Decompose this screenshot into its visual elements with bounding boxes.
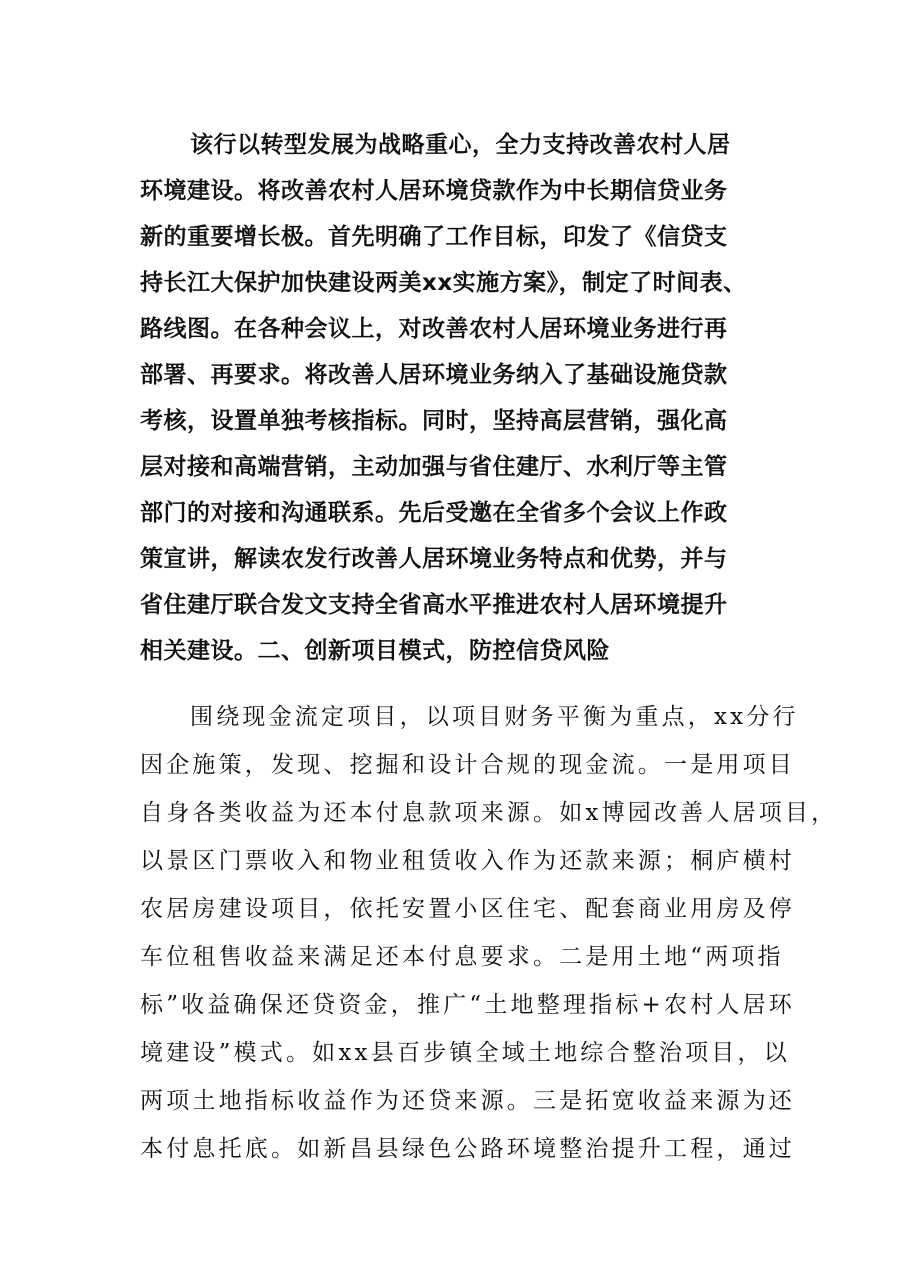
paragraph-1-line-5: 路线图。在各种会议上，对改善农村人居环境业务进行再 (140, 316, 728, 342)
paragraph-2-line-2: 因企施策，发现、挖掘和设计合规的现金流。一是用项目 (140, 752, 795, 778)
paragraph-1-line-4: 持长江大保护加快建设两美xx实施方案》，制定了时间表、 (140, 270, 747, 296)
paragraph-2-line-10: 本付息托底。如新昌县绿色公路环境整治提升工程，通过 (140, 1136, 795, 1162)
paragraph-1-line-8: 层对接和高端营销，主动加强与省住建厅、水利厅等主管 (140, 454, 728, 480)
paragraph-2-line-8: 境建设”模式。如xx县百步镇全域土地综合整治项目，以 (140, 1040, 790, 1066)
paragraph-1-line-2: 环境建设。将改善农村人居环境贷款作为中长期信贷业务 (140, 178, 728, 204)
paragraph-2-line-5: 农居房建设项目，依托安置小区住宅、配套商业用房及停 (140, 896, 795, 922)
paragraph-1-line-1: 该行以转型发展为战略重心，全力支持改善农村人居 (190, 132, 731, 158)
paragraph-1-line-3: 新的重要增长极。首先明确了工作目标，印发了《信贷支 (140, 224, 728, 250)
paragraph-2-line-9: 两项土地指标收益作为还贷来源。三是拓宽收益来源为还 (140, 1088, 795, 1114)
paragraph-1-line-11: 省住建厅联合发文支持全省高水平推进农村人居环境提升 (140, 592, 728, 618)
paragraph-1-line-7: 考核，设置单独考核指标。同时，坚持高层营销，强化高 (140, 408, 728, 434)
paragraph-2-line-7: 标”收益确保还贷资金，推广“土地整理指标+农村人居环 (140, 992, 795, 1018)
paragraph-1-line-6: 部署、再要求。将改善人居环境业务纳入了基础设施贷款 (140, 362, 728, 388)
paragraph-2-line-4: 以景区门票收入和物业租赁收入作为还款来源；桐庐横村 (140, 848, 795, 874)
paragraph-1-line-12: 相关建设。二、创新项目模式，防控信贷风险 (140, 638, 610, 664)
paragraph-1-line-9: 部门的对接和沟通联系。先后受邀在全省多个会议上作政 (140, 500, 728, 526)
paragraph-1-line-10: 策宣讲，解读农发行改善人居环境业务特点和优势，并与 (140, 546, 728, 572)
paragraph-2-line-6: 车位租售收益来满足还本付息要求。二是用土地“两项指 (140, 944, 784, 970)
paragraph-2-line-3: 自身各类收益为还本付息款项来源。如x博园改善人居项目， (140, 800, 838, 826)
paragraph-2-line-1: 围绕现金流定项目，以项目财务平衡为重点，xx分行 (190, 704, 799, 730)
